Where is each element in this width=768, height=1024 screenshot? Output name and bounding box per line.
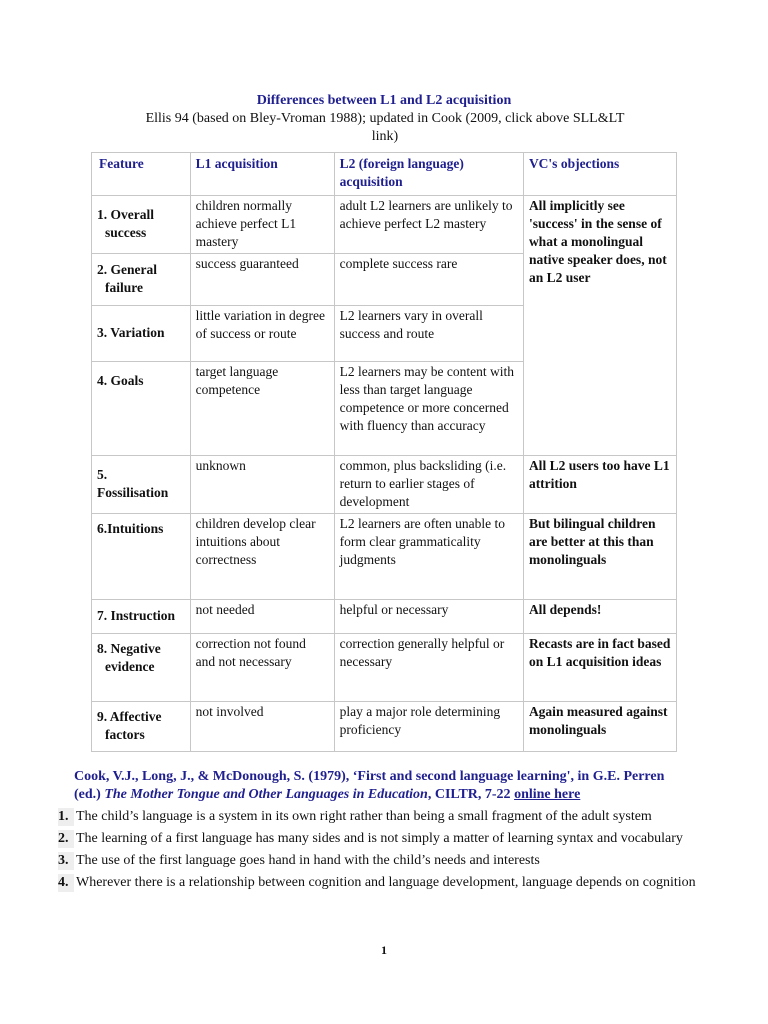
feature-cell bbox=[92, 196, 191, 254]
reference-book-title: The Mother Tongue and Other Languages in Education bbox=[104, 787, 428, 802]
objection-cell: Recasts are in fact based on L1 acquisition ideas bbox=[523, 634, 676, 702]
feature-label: 8. Negative bbox=[97, 641, 161, 656]
l1-cell: children develop clear intuitions about correctness bbox=[190, 514, 334, 600]
feature-label-cont: success bbox=[105, 225, 147, 240]
l1-cell: success guaranteed bbox=[190, 254, 334, 306]
list-item bbox=[58, 830, 708, 848]
column-header: VC's objections bbox=[523, 153, 676, 196]
l2-cell: L2 learners vary in overall success and route bbox=[334, 306, 523, 362]
feature-cell bbox=[92, 362, 191, 456]
feature-label: 4. Goals bbox=[97, 373, 144, 388]
feature-cell bbox=[92, 702, 191, 752]
list-text: The use of the first language goes hand in hand with the child’s needs and interests bbox=[76, 853, 540, 868]
feature-cell bbox=[92, 306, 191, 362]
feature-label: 9. Affective bbox=[97, 709, 162, 724]
list-item bbox=[58, 874, 708, 892]
feature-cell bbox=[92, 456, 191, 514]
feature-label: 7. Instruction bbox=[97, 608, 176, 623]
list-number: 4. bbox=[58, 874, 74, 892]
l2-cell: correction generally helpful or necessary bbox=[334, 634, 523, 702]
table-row bbox=[92, 196, 677, 254]
feature-label-cont: failure bbox=[105, 280, 143, 295]
list-number: 3. bbox=[58, 852, 74, 870]
l1-cell: little variation in degree of success or route bbox=[190, 306, 334, 362]
l2-cell: complete success rare bbox=[334, 254, 523, 306]
table-row bbox=[92, 456, 677, 514]
feature-label-cont: Fossilisation bbox=[97, 485, 169, 500]
list-text: The learning of a first language has many sides and is not simply a matter of learning syntax and vocabulary bbox=[76, 831, 683, 846]
l2-cell: L2 learners are often unable to form clear grammaticality judgments bbox=[334, 514, 523, 600]
feature-label-cont: factors bbox=[105, 727, 145, 742]
feature-label: 1. Overall bbox=[97, 207, 154, 222]
list-item bbox=[58, 852, 708, 870]
page-subtitle: Ellis 94 (based on Bley-Vroman 1988); updated in Cook (2009, click above SLL&LT link) bbox=[145, 111, 625, 144]
feature-label: 5. bbox=[97, 467, 108, 482]
page-number: 1 bbox=[381, 943, 387, 957]
feature-label-cont: evidence bbox=[105, 659, 155, 674]
table-row bbox=[92, 514, 677, 600]
table-row bbox=[92, 634, 677, 702]
l1-cell: children normally achieve perfect L1 mastery bbox=[190, 196, 334, 254]
table-row bbox=[92, 600, 677, 634]
list-text: Wherever there is a relationship between cognition and language development, language depends on cognition bbox=[76, 875, 696, 890]
feature-label: 6.Intuitions bbox=[97, 521, 164, 536]
feature-label: 3. Variation bbox=[97, 325, 165, 340]
table-row bbox=[92, 702, 677, 752]
objection-cell: But bilingual children are better at this than monolinguals bbox=[523, 514, 676, 600]
feature-cell bbox=[92, 254, 191, 306]
l1-cell: correction not found and not necessary bbox=[190, 634, 334, 702]
l1-cell: not involved bbox=[190, 702, 334, 752]
online-here-link[interactable]: online here bbox=[514, 787, 581, 802]
l1-cell: not needed bbox=[190, 600, 334, 634]
l1-cell: target language competence bbox=[190, 362, 334, 456]
objection-cell: Again measured against monolinguals bbox=[523, 702, 676, 752]
objection-cell-merged: All implicitly see 'success' in the sense of what a monolingual native speaker does, not an L2 user bbox=[523, 196, 676, 456]
l2-cell: adult L2 learners are unlikely to achieve perfect L2 mastery bbox=[334, 196, 523, 254]
feature-cell bbox=[92, 600, 191, 634]
l2-cell: play a major role determining proficiency bbox=[334, 702, 523, 752]
l1-cell: unknown bbox=[190, 456, 334, 514]
l2-cell: L2 learners may be content with less than target language competence or more concerned with fluency than accuracy bbox=[334, 362, 523, 456]
list-number: 2. bbox=[58, 830, 74, 848]
list-item bbox=[58, 808, 708, 826]
l2-cell: common, plus backsliding (i.e. return to earlier stages of development bbox=[334, 456, 523, 514]
list-number: 1. bbox=[58, 808, 74, 826]
objection-cell: All L2 users too have L1 attrition bbox=[523, 456, 676, 514]
feature-cell bbox=[92, 514, 191, 600]
reference-authors: Cook, V.J., Long, J., & McDonough, S. (1979), ‘First and second language learning', in G.E. Perren (ed.) bbox=[74, 769, 665, 802]
table-header-row bbox=[92, 153, 677, 196]
feature-cell bbox=[92, 634, 191, 702]
list-text: The child’s language is a system in its own right rather than being a small fragment of the adult system bbox=[76, 809, 652, 824]
l2-cell: helpful or necessary bbox=[334, 600, 523, 634]
reference-citation bbox=[74, 768, 684, 804]
comparison-table bbox=[91, 152, 677, 752]
numbered-points-list bbox=[58, 808, 708, 896]
page-title: Differences between L1 and L2 acquisition bbox=[256, 93, 512, 108]
feature-label: 2. General bbox=[97, 262, 157, 277]
column-header: L1 acquisition bbox=[190, 153, 334, 196]
reference-publisher: , CILTR, 7-22 bbox=[427, 787, 515, 802]
column-header: Feature bbox=[92, 153, 191, 196]
column-header: L2 (foreign language) acquisition bbox=[334, 153, 523, 196]
objection-cell: All depends! bbox=[523, 600, 676, 634]
